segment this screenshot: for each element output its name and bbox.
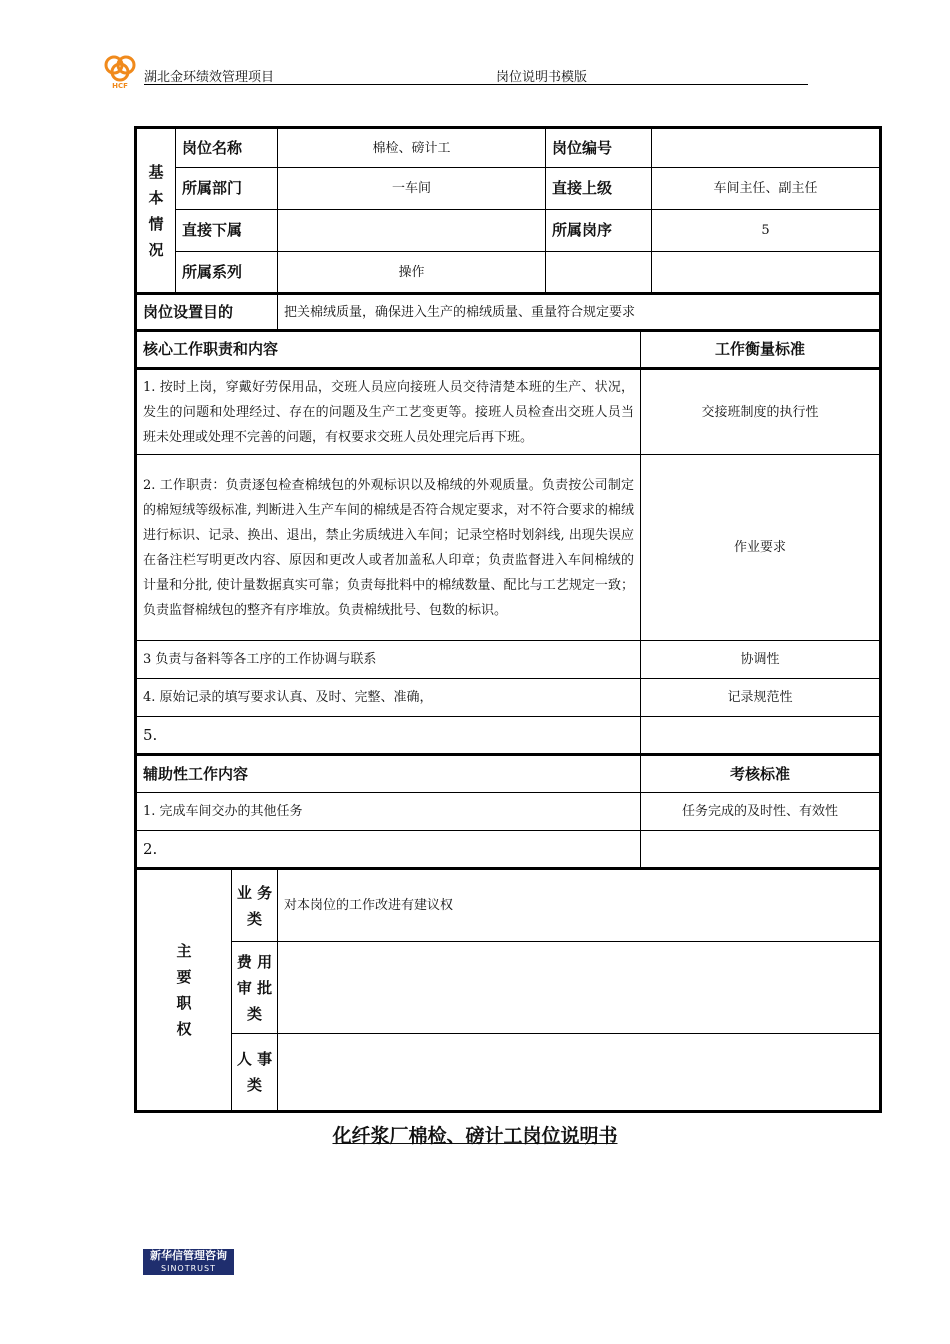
series-label: 所属系列	[176, 252, 278, 294]
authority-business-label: 业 务 类	[232, 869, 278, 942]
aux-duty-item: 2.	[136, 831, 641, 869]
superior-label: 直接上级	[546, 168, 652, 210]
logo-text: HCF	[112, 82, 128, 90]
core-standard-item: 记录规范性	[641, 679, 881, 717]
aux-duty-item: 1. 完成车间交办的其他任务	[136, 793, 641, 831]
post-name-value: 棉检、磅计工	[278, 128, 546, 168]
core-duty-item: 4. 原始记录的填写要求认真、及时、完整、准确，	[136, 679, 641, 717]
dept-value: 一车间	[278, 168, 546, 210]
core-duty-item: 3 负责与备料等各工序的工作协调与联系	[136, 641, 641, 679]
core-duties-header: 核心工作职责和内容	[136, 331, 641, 369]
aux-duties-header: 辅助性工作内容	[136, 755, 641, 793]
authority-personnel-label: 人 事 类	[232, 1034, 278, 1112]
core-duty-item: 1. 按时上岗，穿戴好劳保用品，交班人员应向接班人员交待清楚本班的生产、状况，发生的问题和处理经过、存在的问题及生产工艺变更等。接班人员检查出交班人员当班未处理或处理不完善的问题，有权要求交班人员处理完后再下班。	[136, 369, 641, 455]
core-duty-item: 2. 工作职责：负责逐包检查棉绒包的外观标识以及棉绒的外观质量。负责按公司制定的棉短绒等级标准, 判断进入生产车间的棉绒是否符合规定要求，对不符合要求的棉绒进行标识、记录、换出、退出，禁止劣质绒进入车间；记录空格时划斜线, 出现失误应在备注栏写明更改内容、原因和更改人或者加盖私人印章；负责监督进入车间棉绒的计量和分批, 使计量数据真实可靠；负责每批料中的棉绒数量、配比与工艺规定一致；负责监督棉绒包的整齐有序堆放。负责棉绒批号、包数的标识。	[136, 455, 641, 641]
series-blank-1	[546, 252, 652, 294]
authority-expense-label: 费 用 审 批 类	[232, 942, 278, 1034]
series-value: 操作	[278, 252, 546, 294]
core-standard-item: 作业要求	[641, 455, 881, 641]
authority-personnel-value	[278, 1034, 881, 1112]
footer-logo-line1: 新华信管理咨询	[150, 1249, 227, 1262]
sequence-label: 所属岗序	[546, 210, 652, 252]
authority-section-label: 主 要 职 权	[136, 869, 232, 1112]
sequence-value: 5	[652, 210, 881, 252]
purpose-label: 岗位设置目的	[136, 294, 278, 331]
aux-standard-item: 任务完成的及时性、有效性	[641, 793, 881, 831]
page-header	[100, 52, 808, 90]
authority-business-value: 对本岗位的工作改进有建议权	[278, 869, 881, 942]
dept-label: 所属部门	[176, 168, 278, 210]
aux-standard-header: 考核标准	[641, 755, 881, 793]
aux-standard-item	[641, 831, 881, 869]
header-project-name: 湖北金环绩效管理项目	[144, 70, 275, 85]
subordinate-value	[278, 210, 546, 252]
core-standard-item: 协调性	[641, 641, 881, 679]
purpose-value: 把关棉绒质量，确保进入生产的棉绒质量、重量符合规定要求	[278, 294, 881, 331]
hcf-logo-icon	[100, 52, 140, 90]
post-name-label: 岗位名称	[176, 128, 278, 168]
core-standard-item	[641, 717, 881, 755]
header-doc-type: 岗位说明书模版	[496, 70, 588, 85]
post-code-value	[652, 128, 881, 168]
document-title: 化纤浆厂棉检、磅计工岗位说明书	[332, 1125, 618, 1147]
core-duty-item: 5.	[136, 717, 641, 755]
core-standard-header: 工作衡量标准	[641, 331, 881, 369]
header-rule	[144, 84, 808, 85]
job-description-table	[134, 126, 882, 1113]
footer-logo-line2: SINOTRUST	[161, 1264, 216, 1273]
series-blank-2	[652, 252, 881, 294]
basic-info-section-label: 基 本 情 况	[136, 128, 176, 294]
sinotrust-logo	[143, 1249, 234, 1275]
subordinate-label: 直接下属	[176, 210, 278, 252]
authority-expense-value	[278, 942, 881, 1034]
post-code-label: 岗位编号	[546, 128, 652, 168]
core-standard-item: 交接班制度的执行性	[641, 369, 881, 455]
superior-value: 车间主任、副主任	[652, 168, 881, 210]
